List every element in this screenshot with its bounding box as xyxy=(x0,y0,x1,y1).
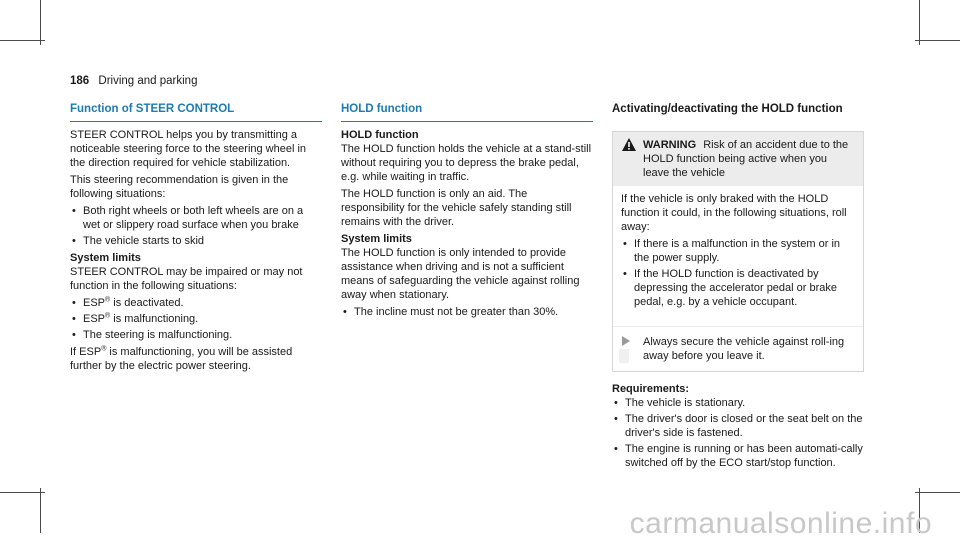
chapter-title: Driving and parking xyxy=(98,75,198,87)
column-hold-function xyxy=(341,102,593,322)
list-item: • ESP® is deactivated. xyxy=(70,296,322,310)
warning-note xyxy=(613,326,863,371)
warning-icon xyxy=(622,138,636,151)
list-item: • The steering is malfunctioning. xyxy=(70,328,322,342)
paragraph: The HOLD function holds the vehicle at a stand-still without requiring you to depress the brake pedal, e.g. while waiting in traffic. xyxy=(341,143,592,183)
list-item: • The vehicle is stationary. xyxy=(612,396,864,410)
subheading: System limits xyxy=(341,233,412,245)
paragraph: The HOLD function is only an aid. The responsibility for the vehicle safely standing still remains with the driver. xyxy=(341,188,572,228)
subheading: System limits xyxy=(70,252,141,264)
crop-mark xyxy=(915,40,960,41)
bullet-list xyxy=(621,237,855,309)
bullet-list xyxy=(612,396,864,470)
list-item: • The incline must not be greater than 30%. xyxy=(341,305,593,319)
list-item: • Both right wheels or both left wheels are on a wet or slippery road surface when you brake xyxy=(70,204,322,232)
page-number: 186 xyxy=(70,75,90,87)
warning-header xyxy=(613,132,863,186)
note-bar xyxy=(619,349,629,363)
column-steer-control xyxy=(70,102,322,376)
arrow-icon xyxy=(622,336,630,346)
page-header xyxy=(70,74,197,88)
subheading: Requirements: xyxy=(612,383,690,395)
crop-mark xyxy=(0,492,45,493)
column-activating-hold xyxy=(612,102,864,473)
crop-mark xyxy=(919,0,920,45)
list-item: • ESP® is malfunctioning. xyxy=(70,312,322,326)
list-item: • The driver's door is closed or the seat belt on the driver's side is fastened. xyxy=(612,412,864,440)
list-item: • If there is a malfunction in the system or in the power supply. xyxy=(621,237,855,265)
crop-mark xyxy=(40,488,41,533)
bullet-list xyxy=(70,204,322,248)
crop-mark xyxy=(40,0,41,45)
bullet-list xyxy=(341,305,593,319)
section-title: HOLD function xyxy=(341,102,593,122)
note-text: Always secure the vehicle against roll-ing away before you leave it. xyxy=(643,336,845,362)
crop-mark xyxy=(0,40,45,41)
paragraph: STEER CONTROL helps you by transmitting a noticeable steering force to the steering wheel in the direction required for vehicle stabilization. xyxy=(70,129,307,169)
paragraph: If the vehicle is only braked with the HOLD function it could, in the following situations, roll away: xyxy=(621,193,847,233)
bullet-list xyxy=(70,296,322,342)
crop-mark xyxy=(915,492,960,493)
warning-body xyxy=(613,186,863,318)
watermark: carmanualsonline.info xyxy=(629,507,932,540)
section-title: Function of STEER CONTROL xyxy=(70,102,322,122)
paragraph: The HOLD function is only intended to provide assistance when driving and is not a sufficient means of safeguarding the vehicle against rolling away when stationary. xyxy=(341,247,580,301)
warning-label: WARNING xyxy=(643,139,697,151)
section-title: Activating/deactivating the HOLD function xyxy=(612,103,843,115)
paragraph: STEER CONTROL may be impaired or may not function in the following situations: xyxy=(70,266,303,292)
list-item: • If the HOLD function is deactivated by depressing the accelerator pedal or brake pedal, e.g. by a vehicle occupant. xyxy=(621,267,855,309)
paragraph: This steering recommendation is given in the following situations: xyxy=(70,174,289,200)
list-item: • The engine is running or has been automati-cally switched off by the ECO start/stop function. xyxy=(612,442,864,470)
paragraph: If ESP® is malfunctioning, you will be assisted further by the electric power steering. xyxy=(70,345,293,372)
list-item: • The vehicle starts to skid xyxy=(70,234,322,248)
warning-text: Risk of an accident due to the HOLD function being active when you leave the vehicle xyxy=(643,139,849,179)
warning-box xyxy=(612,131,864,372)
subheading: HOLD function xyxy=(341,129,419,141)
